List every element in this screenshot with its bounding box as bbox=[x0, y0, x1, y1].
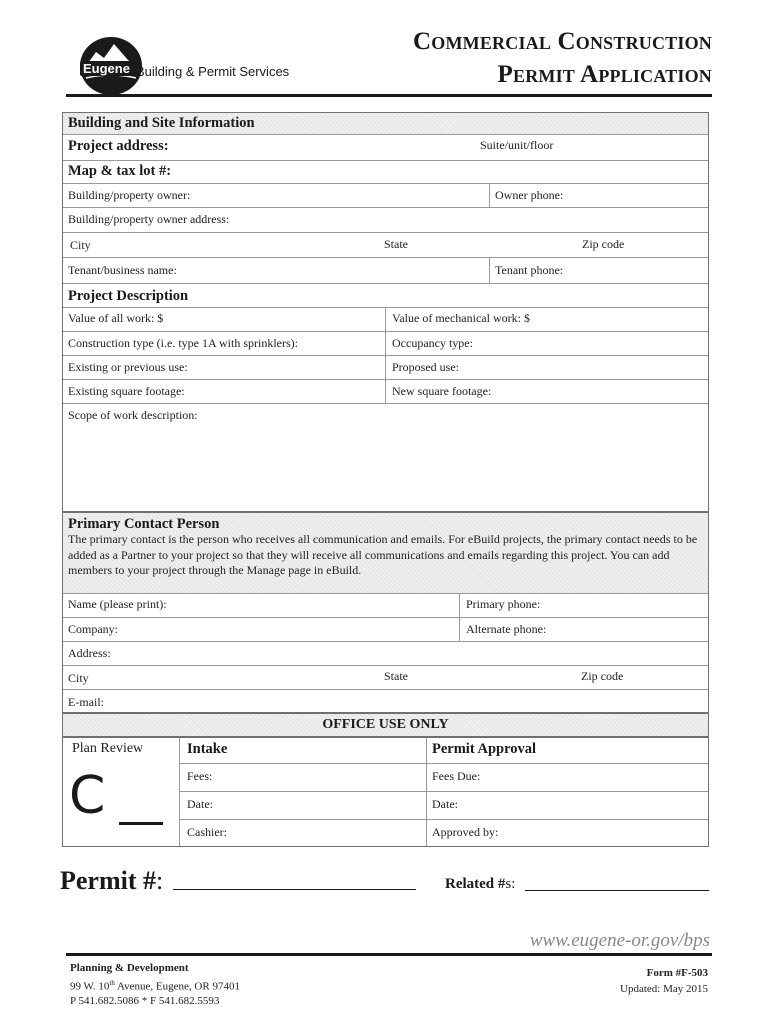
related-numbers-label: Related #s: bbox=[445, 876, 516, 892]
title-line-1: Commercial Construction bbox=[413, 28, 712, 55]
contact-city-label: City bbox=[68, 671, 89, 685]
contact-city-row[interactable] bbox=[63, 665, 708, 690]
project-description-title: Project Description bbox=[68, 288, 189, 304]
project-description-header bbox=[63, 283, 708, 308]
department-address: 99 W. 10th Avenue, Eugene, OR 97401 bbox=[70, 979, 240, 993]
office-use-box bbox=[62, 737, 709, 847]
email-label: E-mail: bbox=[68, 695, 104, 709]
form-number: Form #F-503 bbox=[646, 967, 708, 979]
office-divider-1 bbox=[179, 738, 180, 846]
value-row[interactable] bbox=[63, 307, 708, 332]
use-row[interactable] bbox=[63, 355, 708, 380]
primary-contact-title: Primary Contact Person bbox=[68, 516, 220, 532]
existing-use-label: Existing or previous use: bbox=[68, 360, 188, 374]
approval-date-label[interactable]: Date: bbox=[432, 797, 458, 811]
header-rule bbox=[66, 94, 712, 97]
site-zip-label: Zip code bbox=[582, 237, 625, 251]
scope-row[interactable] bbox=[63, 403, 708, 514]
office-use-bar bbox=[62, 713, 709, 737]
primary-contact-header bbox=[63, 513, 708, 593]
department-phones: P 541.682.5086 * F 541.682.5593 bbox=[70, 995, 220, 1007]
site-info-title: Building and Site Information bbox=[68, 115, 255, 131]
contact-address-label: Address: bbox=[68, 646, 111, 660]
suite-label: Suite/unit/floor bbox=[480, 138, 554, 152]
construction-row[interactable] bbox=[63, 331, 708, 356]
approved-by-label[interactable]: Approved by: bbox=[432, 825, 499, 839]
owner-address-label: Building/property owner address: bbox=[68, 212, 230, 226]
tenant-label: Tenant/business name: bbox=[68, 263, 177, 277]
value-all-label: Value of all work: $ bbox=[68, 311, 164, 325]
site-info-header bbox=[63, 113, 708, 134]
use-divider bbox=[385, 356, 386, 380]
fees-label[interactable]: Fees: bbox=[187, 769, 213, 783]
intake-header: Intake bbox=[187, 741, 228, 757]
cashier-label[interactable]: Cashier: bbox=[187, 825, 227, 839]
permit-number-label: Permit #: bbox=[60, 866, 164, 895]
primary-phone-label: Primary phone: bbox=[466, 597, 541, 611]
construction-type-label: Construction type (i.e. type 1A with sprinklers): bbox=[68, 336, 298, 350]
sqft-divider bbox=[385, 380, 386, 404]
title-line-2: Permit Application bbox=[497, 61, 712, 88]
proposed-use-label: Proposed use: bbox=[392, 360, 459, 374]
related-numbers-field[interactable] bbox=[525, 890, 709, 891]
primary-contact-box bbox=[62, 512, 709, 713]
fees-due-label[interactable]: Fees Due: bbox=[432, 769, 481, 783]
contact-name-row[interactable] bbox=[63, 593, 708, 618]
contact-state-label: State bbox=[384, 669, 408, 683]
scope-label: Scope of work description: bbox=[68, 408, 198, 422]
tenant-row[interactable] bbox=[63, 257, 708, 284]
map-tax-lot-row[interactable] bbox=[63, 160, 708, 184]
permit-approval-header: Permit Approval bbox=[432, 741, 537, 757]
occupancy-type-label: Occupancy type: bbox=[392, 336, 473, 350]
new-sqft-label: New square footage: bbox=[392, 384, 492, 398]
office-divider-2 bbox=[426, 738, 427, 846]
construction-divider bbox=[385, 332, 386, 356]
logo-service-text: Building & Permit Services bbox=[136, 64, 290, 79]
sqft-row[interactable] bbox=[63, 379, 708, 404]
value-mech-label: Value of mechanical work: $ bbox=[392, 311, 530, 325]
plan-review-code: C bbox=[69, 766, 106, 826]
company-label: Company: bbox=[68, 622, 118, 636]
tenant-divider bbox=[489, 258, 490, 284]
intake-date-label[interactable]: Date: bbox=[187, 797, 213, 811]
project-address-row[interactable] bbox=[63, 134, 708, 161]
owner-address-row[interactable] bbox=[63, 207, 708, 233]
site-state-label: State bbox=[384, 237, 408, 251]
email-row[interactable] bbox=[63, 689, 708, 715]
primary-contact-description: The primary contact is the person who receives all communication and emails. For eBuild projects, the primary contact needs to be added as a Partner to your project so that they will receive all communications and emails regarding this project. You can add members to your project through the Manage page in eBuild. bbox=[68, 532, 698, 577]
existing-sqft-label: Existing square footage: bbox=[68, 384, 185, 398]
form-updated: Updated: May 2015 bbox=[620, 983, 708, 995]
owner-phone-label: Owner phone: bbox=[495, 188, 564, 202]
contact-zip-label: Zip code bbox=[581, 669, 624, 683]
owner-divider bbox=[489, 184, 490, 208]
department-name: Planning & Development bbox=[70, 962, 189, 974]
project-address-label: Project address: bbox=[68, 138, 169, 154]
site-city-label: City bbox=[70, 238, 91, 252]
footer-rule bbox=[66, 953, 712, 956]
plan-review-blank[interactable] bbox=[119, 822, 163, 825]
contact-address-row[interactable] bbox=[63, 641, 708, 666]
site-city-row[interactable] bbox=[63, 232, 708, 258]
logo-city: Eugene bbox=[83, 61, 130, 76]
alternate-phone-label: Alternate phone: bbox=[466, 622, 547, 636]
tenant-phone-label: Tenant phone: bbox=[495, 263, 564, 277]
contact-name-label: Name (please print): bbox=[68, 597, 167, 611]
plan-review-label: Plan Review bbox=[72, 741, 144, 756]
owner-label: Building/property owner: bbox=[68, 188, 191, 202]
office-use-title: OFFICE USE ONLY bbox=[322, 717, 449, 732]
site-project-box bbox=[62, 112, 709, 512]
contact-name-divider bbox=[459, 594, 460, 618]
company-row[interactable] bbox=[63, 617, 708, 642]
owner-row[interactable] bbox=[63, 183, 708, 208]
permit-number-field[interactable] bbox=[173, 889, 416, 890]
company-divider bbox=[459, 618, 460, 642]
map-tax-lot-label: Map & tax lot #: bbox=[68, 163, 172, 179]
value-divider bbox=[385, 308, 386, 332]
website-link[interactable]: www.eugene-or.gov/bps bbox=[529, 930, 710, 951]
